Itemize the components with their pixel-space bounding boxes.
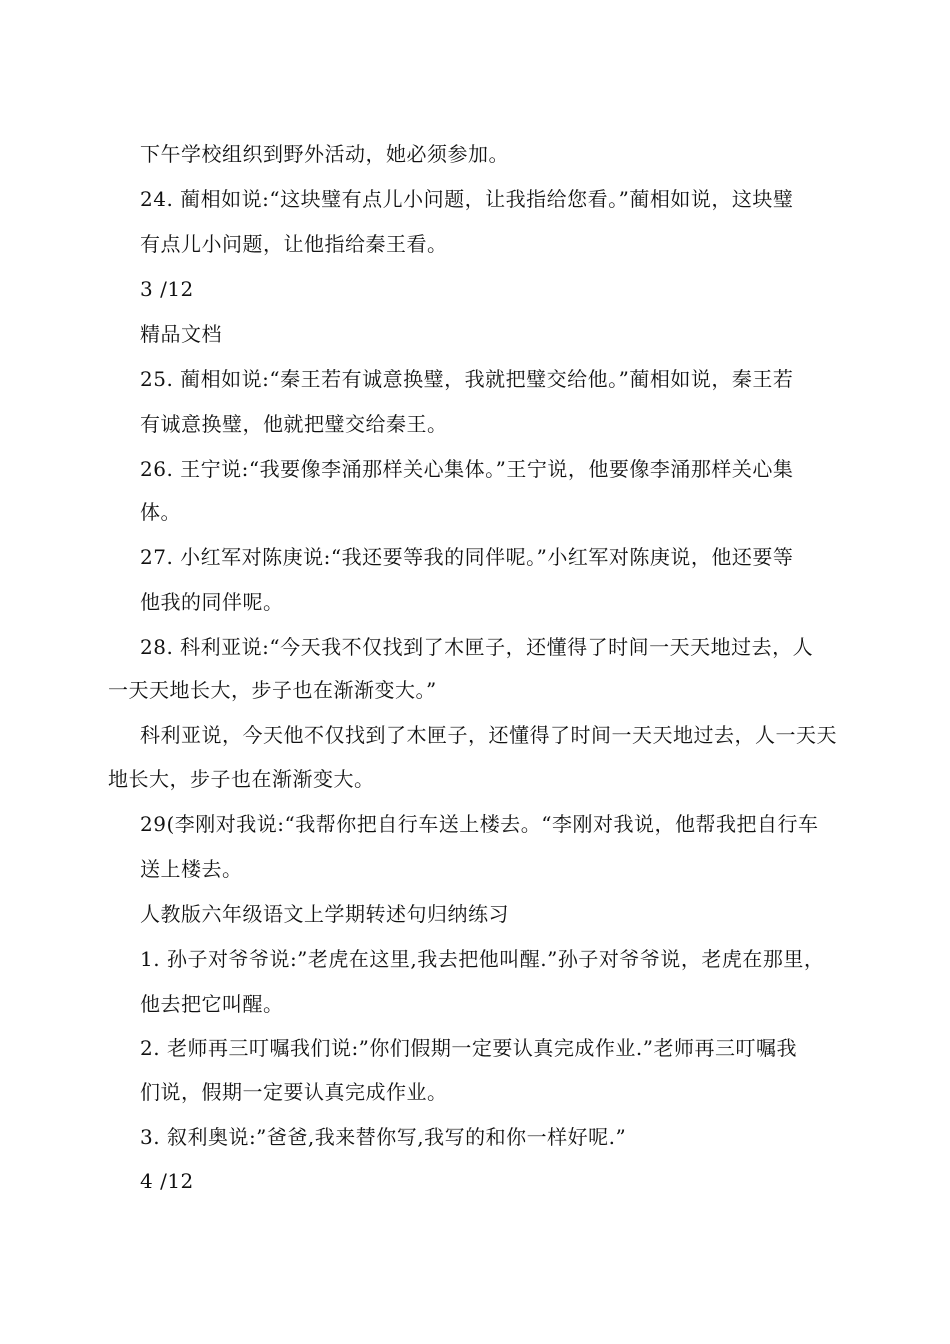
- text-line-14: 科利亚说，今天他不仅找到了木匣子，还懂得了时间一天天地过去，人一天天: [140, 723, 837, 747]
- text-line-22: 们说，假期一定要认真完成作业。: [140, 1080, 448, 1104]
- text-line-3: 有点儿小问题，让他指给秦王看。: [140, 232, 448, 256]
- text-line-13: 一天天地长大，步子也在渐渐变大。”: [108, 678, 437, 702]
- text-line-9: 体。: [140, 500, 181, 524]
- text-line-15: 地长大，步子也在渐渐变大。: [108, 767, 375, 791]
- text-line-21: 2. 老师再三叮嘱我们说:”你们假期一定要认真完成作业.”老师再三叮嘱我: [140, 1036, 797, 1060]
- section-title: 人教版六年级语文上学期转述句归纳练习: [140, 902, 509, 926]
- text-line-12: 28. 科利亚说:“今天我不仅找到了木匣子，还懂得了时间一天天地过去，人: [140, 635, 814, 659]
- text-line-10: 27. 小红军对陈庚说:“我还要等我的同伴呢。”小红军对陈庚说，他还要等: [140, 545, 794, 569]
- text-line-6: 25. 蔺相如说:“秦王若有诚意换璧，我就把璧交给他。”蔺相如说，秦王若: [140, 367, 794, 391]
- text-line-19: 1. 孙子对爷爷说:”老虎在这里,我去把他叫醒.”孙子对爷爷说，老虎在那里，: [140, 947, 825, 971]
- text-line-1: 下午学校组织到野外活动，她必须参加。: [140, 142, 509, 166]
- page-number: 3 /12: [140, 277, 194, 301]
- header-text: 精品文档: [140, 322, 222, 346]
- page-number-footer: 4 /12: [140, 1169, 194, 1193]
- text-line-16: 29(李刚对我说:“我帮你把自行车送上楼去。“李刚对我说，他帮我把自行车: [140, 812, 819, 836]
- text-line-23: 3. 叙利奥说:”爸爸,我来替你写,我写的和你一样好呢.”: [140, 1125, 627, 1149]
- text-line-17: 送上楼去。: [140, 857, 243, 881]
- text-line-20: 他去把它叫醒。: [140, 992, 284, 1016]
- text-line-7: 有诚意换璧，他就把璧交给秦王。: [140, 412, 448, 436]
- text-line-2: 24. 蔺相如说:“这块璧有点儿小问题，让我指给您看。”蔺相如说，这块璧: [140, 187, 794, 211]
- text-line-8: 26. 王宁说:“我要像李涌那样关心集体。”王宁说，他要像李涌那样关心集: [140, 457, 794, 481]
- text-line-11: 他我的同伴呢。: [140, 590, 284, 614]
